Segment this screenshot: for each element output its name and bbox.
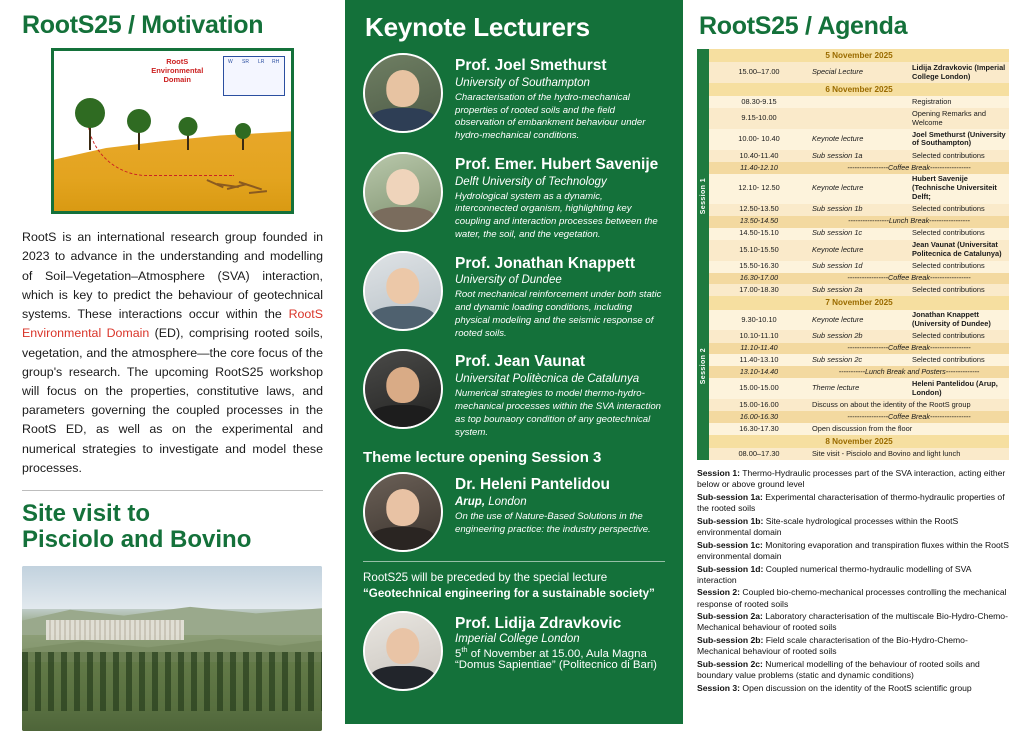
row-desc: -----------------Coffee Break----------------- [809,273,1009,285]
special-lecture-venue: “Domus Sapientiae” (Politecnico di Bari) [455,659,657,672]
avatar-body [370,306,435,331]
row-desc: -----------Lunch Break and Posters-------------- [809,366,1009,378]
avatar [363,472,443,552]
row-time: 16.00-16.30 [709,411,809,423]
legend-label: Session 2: [697,587,740,598]
row-desc: Opening Remarks and Welcome [912,108,986,127]
photo-town [46,620,184,640]
session-marker [697,62,709,83]
avatar [363,251,443,331]
lecturer-description: Root mechanical reinforcement under both static and dynamic loading conditions, including physical modeling and the seismic response of rooted soils. [455,289,662,339]
row-desc: Lidija Zdravkovic (Imperial College London) [912,62,1006,81]
avatar-body [370,207,435,232]
table-row [697,228,1009,240]
page-title-site-visit: Site visit to Pisciolo and Bovino [22,500,252,554]
legend-text: Site-scale hydrological processes within the RootS environmental domain [697,515,959,538]
page-title-motivation: RootS25 / Motivation [22,11,264,39]
row-kind: Sub session 2b [812,331,863,341]
row-desc: Selected contributions [912,261,985,271]
row-time: 11.10-11.40 [709,343,809,355]
row-time: 10.10-11.10 [739,331,779,341]
list-item [363,472,665,552]
table-row [697,310,1009,331]
row-time: 9.30-10.10 [741,314,777,324]
table-row [697,150,1009,162]
lecturer-affiliation: University of Dundee [455,274,562,287]
avatar [363,611,443,691]
table-row [697,448,1009,460]
list-item [363,53,665,143]
avatar [363,349,443,429]
row-desc: Selected contributions [912,150,985,160]
table-row [697,216,1009,228]
row-kind: Sub session 1d [812,261,863,271]
legend-text: Experimental characterisation of thermo-hydraulic properties of the rooted soils [697,492,1005,514]
table-row [697,284,1009,296]
row-time: 12.50-13.50 [739,204,779,214]
lecturer-description: Hydrological system as a dynamic, interconnected organism, highlighting key coupling and interaction processes between the water, the soil, and the vegetation. [455,190,658,240]
table-row [697,162,1009,174]
legend-text: Field scale characterisation of the Bio-Hydro-Chemo-Mechanical behaviour of rooted soils [697,635,968,657]
session-marker-1 [697,96,709,296]
legend-item-w: W [228,59,233,66]
list-item [363,349,665,439]
row-kind: Sub session 1c [812,228,863,238]
avatar-head [386,268,419,304]
legend-item [697,492,1009,514]
lecturer-affiliation: Delft University of Technology [455,175,607,188]
session-label: Session 2 [700,347,707,384]
row-kind: Theme lecture [812,383,860,393]
legend-item [697,564,1009,586]
row-time: 10.00- 10.40 [738,134,780,144]
lecturer-affiliation-org: Arup, [455,496,486,509]
legend-item [697,659,1009,681]
row-desc: Selected contributions [912,354,985,364]
motivation-text-2: (ED), comprising rooted soils, vegetation, and the atmosphere—the core focus of the group's research. The upcoming RootS25 workshop will focus on the properties, constitutive laws, and parameters governing the coupled processes in the RootS ED, as well as on the experimental and numerical strategies to investigate and model these processes. [22,326,323,475]
row-desc: Jonathan Knappett (University of Dundee) [912,310,991,328]
row-kind [809,108,909,129]
legend-label: Sub-session 2a: [697,611,763,622]
row-kind: Keynote lecture [812,244,864,254]
legend-label: Sub-session 2b: [697,635,764,646]
table-row [697,240,1009,261]
agenda-legend [697,468,1009,694]
legend-text: Coupled numerical thermo-hydraulic modelling of SVA interaction [697,563,972,585]
row-time: 08.30-9.15 [741,96,777,106]
lecturer-description: On the use of Nature-Based Solutions in the engineering practice: the industry perspective. [455,511,651,535]
row-desc: Heleni Pantelidou (Arup, London) [912,378,998,397]
row-time: 10.40-11.40 [739,150,779,160]
row-desc: -----------------Coffee Break----------------- [809,411,1009,423]
table-row [697,129,1009,150]
row-desc: -----------------Coffee Break----------------- [809,343,1009,355]
motivation-text-1: RootS is an international research group founded in 2023 to advance in the understanding and modelling of Soil–Vegetation–Atmosphere (SVA) interaction, which is key to predict the behaviour of geotechnical systems. These interactions occur within the [22,230,323,322]
session-marker [697,49,709,62]
legend-item-lr: LR [258,59,265,66]
list-item [363,251,665,341]
legend-text: Coupled bio-chemo-mechanical processes controlling the mechanical response of rooted soils [697,587,1007,609]
row-time: 16.30-17.30 [739,423,779,433]
lecturer-affiliation [455,496,665,508]
session-marker [697,435,709,448]
row-kind: Sub session 1a [812,150,863,160]
session-marker-2 [697,296,709,435]
table-row [697,296,1009,309]
motivation-figure [51,48,294,214]
table-row [697,96,1009,108]
legend-text: Monitoring evaporation and transpiration fluxes within the RootS environmental domain [697,539,1009,561]
row-kind: Special Lecture [812,67,863,77]
lecturer-name: Dr. Heleni Pantelidou [455,476,611,494]
figure-legend-box [223,56,285,96]
row-kind: Keynote lecture [812,134,864,144]
table-row [697,435,1009,448]
table-row [697,399,1009,411]
table-row [697,108,1009,129]
row-time: 12.10- 12.50 [738,183,780,193]
legend-item [697,587,1009,609]
lecturer-name: Prof. Jean Vaunat [455,353,586,371]
legend-item [697,516,1009,538]
table-row [697,49,1009,62]
row-time: 15.00-16.00 [739,399,779,409]
legend-label: Session 1: [697,468,740,479]
row-time: 9.15-10.00 [741,113,777,123]
divider [22,490,323,491]
middle-column [345,0,683,724]
row-time: 16.30-17.00 [709,273,809,285]
photo-trees [22,652,322,711]
table-row [697,261,1009,273]
page-title-keynotes: Keynote Lecturers [365,12,590,42]
legend-item [697,468,1009,490]
tree-graphic [234,118,252,150]
root-network-graphic [201,177,275,203]
table-row [697,83,1009,96]
row-time: 15.00–17.00 [738,67,780,77]
legend-label: Sub-session 2c: [697,658,763,669]
lecturer-name: Prof. Joel Smethurst [455,57,607,74]
day-header: 5 November 2025 [709,49,1009,62]
theme-lecture-heading: Theme lecture opening Session 3 [363,449,602,467]
table-row [697,423,1009,435]
row-desc: Open discussion from the floor [812,423,913,433]
legend-label: Sub-session 1c: [697,539,763,550]
row-desc: Selected contributions [912,331,985,341]
legend-text: Numerical modelling of the behaviour of rooted soils and boundary value problems (static and dynamic conditions) [697,658,980,681]
row-desc: Site visit - Pisciolo and Bovino and light lunch [812,448,961,458]
avatar-head [386,169,419,205]
special-lecture-intro: RootS25 will be preceded by the special lecture [363,571,608,585]
legend-item [697,635,1009,657]
agenda-table [697,49,1009,460]
row-time: 15.10-15.50 [739,244,779,254]
row-time: 11.40-12.10 [709,162,809,174]
row-kind: Keynote lecture [812,314,864,324]
avatar [363,53,443,133]
row-desc: Discuss on about the identity of the RootS group [812,399,971,409]
photo-sky [22,566,322,609]
avatar-body [370,666,435,691]
right-column [683,0,1023,724]
table-row [697,343,1009,355]
legend-item [697,540,1009,562]
legend-label: Sub-session 1d: [697,563,764,574]
special-lecture-title: “Geotechnical engineering for a sustainable society” [363,587,655,601]
tree-graphic [125,104,153,150]
row-time: 15.50-16.30 [739,261,779,271]
table-row [697,330,1009,342]
day-header: 7 November 2025 [709,296,1009,309]
row-time: 08.00–17.30 [738,448,780,458]
motivation-highlight: RootS Environmental Domain [22,307,323,341]
lecturer-affiliation: Imperial College London [455,632,580,645]
lecturer-name: Prof. Jonathan Knappett [455,254,635,272]
table-row [697,411,1009,423]
page-title-agenda: RootS25 / Agenda [699,12,908,40]
lecturer-description: Characterisation of the hydro-mechanical properties of rooted soils and the field observation of embankment behaviour under hydro-mechanical conditions. [455,91,646,142]
row-desc: -----------------Coffee Break----------------- [809,162,1009,174]
row-time: 15.00-15.00 [739,383,779,393]
row-kind: Sub session 2c [812,354,863,364]
table-row [697,174,1009,204]
tree-graphic [177,112,199,150]
divider [363,561,665,562]
table-row [697,354,1009,366]
table-row [697,273,1009,285]
legend-label: Session 3: [697,682,740,693]
legend-item-rh: RH [272,59,280,66]
row-kind: Sub session 2a [812,285,863,295]
left-column [0,0,345,724]
day-header: 8 November 2025 [709,435,1009,448]
tree-graphic [73,94,107,150]
row-desc: Selected contributions [912,285,985,295]
session-marker [697,448,709,460]
avatar-head [386,70,419,106]
day-header: 6 November 2025 [709,83,1009,96]
special-lecture-datetime: 5th of November at 15.00, Aula Magna [455,644,647,660]
row-desc: Selected contributions [912,204,985,214]
legend-text: Laboratory characterisation of the multiscale Bio-Hydro-Chemo-Mechanical behaviour of rooted soils [697,611,1008,633]
lecturer-name: Prof. Lidija Zdravkovic [455,614,622,632]
table-row [697,204,1009,216]
row-time: 11.40-13.10 [739,354,779,364]
row-time: 17.00-18.30 [739,285,779,295]
session-label: Session 1 [700,178,707,215]
lecturer-affiliation-city: London [485,496,527,509]
row-desc: Jean Vaunat (Universitat Politecnica de Catalunya) [912,240,1002,259]
legend-text: Open discussion on the identity of the RootS scientific group [740,682,972,693]
avatar [363,152,443,232]
legend-text: Thermo-Hydraulic processes part of the SVA interaction, acting either below or above ground level [697,468,1006,490]
legend-item-sr: SR [242,59,249,66]
site-visit-photo [22,566,322,731]
row-desc: Registration [912,96,952,106]
row-time: 13.10-14.40 [709,366,809,378]
avatar-head [386,489,419,525]
motivation-body [22,228,323,478]
lecturer-affiliation: University of Southampton [455,76,590,89]
row-kind: Keynote lecture [812,183,864,193]
lecturer-affiliation: Universitat Politècnica de Catalunya [455,373,640,386]
legend-item [697,611,1009,633]
avatar-body [370,405,435,430]
avatar-body [370,108,435,133]
list-item [363,611,665,691]
lecturer-description: Numerical strategies to model thermo-hydro-mechanical processes within the SVA interaction as top bounaory condition of any geotechnical system. [455,388,662,438]
row-desc: -----------------Lunch Break----------------- [809,216,1009,228]
lecturer-name: Prof. Emer. Hubert Savenije [455,155,659,173]
avatar-body [370,527,435,552]
list-item [363,152,665,242]
table-row [697,366,1009,378]
legend-label: Sub-session 1b: [697,515,764,526]
table-row [697,378,1009,399]
legend-item [697,683,1009,694]
row-kind [809,96,909,108]
row-time: 14.50-15.10 [739,228,779,238]
legend-label: Sub-session 1a: [697,492,763,503]
avatar-head [386,628,419,664]
avatar-head [386,367,419,403]
row-desc: Joel Smethurst (University of Southampton) [912,129,1006,148]
table-row [697,62,1009,83]
row-desc: Hubert Savenije (Technische Universiteit Delft; [912,174,997,202]
row-kind: Sub session 1b [812,204,863,214]
session-marker [697,83,709,96]
figure-caption-rootS: RootS Environmental Domain [151,57,204,84]
row-desc: Selected contributions [912,228,985,238]
row-time: 13.50-14.50 [709,216,809,228]
